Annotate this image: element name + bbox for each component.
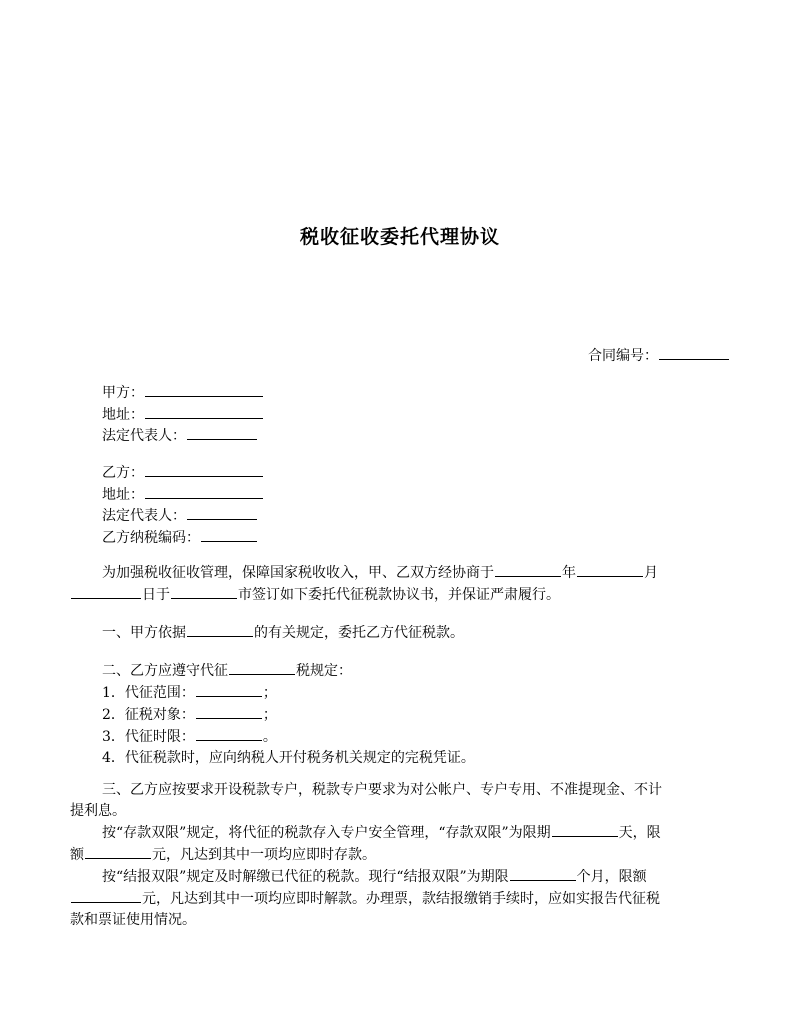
party-b-rep-blank xyxy=(187,505,257,520)
contract-number-label: 合同编号： xyxy=(588,348,658,364)
clause-1 xyxy=(70,622,732,644)
clause-3-deposit-line-1 xyxy=(70,822,732,844)
deposit-days-blank xyxy=(552,822,618,837)
deposit-text-a: 按“存款双限”规定，将代征的税款存入专户安全管理，“存款双限”为限期 xyxy=(102,825,551,841)
clause-2-item-1 xyxy=(70,682,732,704)
clause-1-text-a: 一、甲方依据 xyxy=(102,625,186,641)
date-day-blank xyxy=(71,584,141,599)
intro-paragraph xyxy=(70,562,732,606)
clause-3-line-1: 三、乙方应按要求开设税款专户，税款专户要求为对公帐户、专户专用、不准提现金、不计 xyxy=(102,782,662,798)
item-2-blank xyxy=(196,704,262,719)
clause-2-heading xyxy=(70,660,732,682)
party-b-tax-id-label: 乙方纳税编码： xyxy=(102,529,200,546)
item-3-end: 。 xyxy=(262,729,277,745)
settle-text-a: 按“结报双限”规定及时解缴已代征的税款。现行“结报双限”为期限 xyxy=(102,869,509,885)
month-label: 月 xyxy=(644,565,658,581)
day-label: 日于 xyxy=(142,587,170,603)
deposit-text-d: 元，凡达到其中一项均应即时存款。 xyxy=(152,847,376,863)
clause-1-line xyxy=(70,622,732,644)
clause-3 xyxy=(70,780,732,931)
deposit-amount-blank xyxy=(85,844,151,859)
party-a-address-blank xyxy=(145,404,263,419)
party-b-tax-id-row xyxy=(102,527,264,549)
party-b-rep-row xyxy=(102,505,264,527)
party-b-name-row xyxy=(102,462,264,484)
settle-months-blank xyxy=(510,866,576,881)
intro-rest: 市签订如下委托代征税款协议书，并保证严肃履行。 xyxy=(238,587,560,603)
item-3-label: 3．代征时限： xyxy=(102,729,195,745)
party-b-rep-label: 法定代表人： xyxy=(102,508,186,524)
document-title: 税收征收委托代理协议 xyxy=(299,226,500,248)
contract-number xyxy=(588,345,730,365)
deposit-text-b: 天，限 xyxy=(618,825,661,841)
party-b-tax-id-blank xyxy=(201,527,257,542)
settle-text-b: 个月，限额 xyxy=(576,869,647,885)
clause-3-settle-line-1 xyxy=(70,866,732,888)
item-2-label: 2．征税对象： xyxy=(102,707,195,723)
contract-number-blank xyxy=(659,345,729,360)
deposit-text-c: 额 xyxy=(70,847,84,863)
party-a-name-row xyxy=(102,382,264,404)
party-a-rep-row xyxy=(102,425,264,447)
item-1-blank xyxy=(196,682,262,697)
party-a-address-row xyxy=(102,404,264,426)
clause-1-basis-blank xyxy=(187,622,253,637)
clause-3-settle-line-2 xyxy=(70,888,732,910)
party-a-rep-label: 法定代表人： xyxy=(102,428,186,444)
settle-text-c: 元，凡达到其中一项均应即时解款。办理票，款结报缴销手续时，应如实报告代征税 xyxy=(142,891,660,907)
party-a-address-label: 地址： xyxy=(102,406,144,423)
settle-amount-blank xyxy=(71,888,141,903)
party-b-address-label: 地址： xyxy=(102,486,144,503)
party-b-block xyxy=(102,462,264,548)
clause-2-item-2 xyxy=(70,704,732,726)
item-1-end: ； xyxy=(262,685,277,701)
year-label: 年 xyxy=(562,565,576,581)
clause-2-item-4: 4．代征税款时，应向纳税人开付税务机关规定的完税凭证。 xyxy=(102,750,475,766)
clause-2-item-3 xyxy=(70,726,732,748)
clause-3-deposit-line-2 xyxy=(70,844,732,866)
intro-line-2 xyxy=(70,584,732,606)
party-b-name-label: 乙方： xyxy=(102,465,144,481)
clause-2-text-b: 税规定： xyxy=(296,663,352,679)
clause-2-text-a: 二、乙方应遵守代征 xyxy=(102,663,228,679)
intro-line-1 xyxy=(70,562,732,584)
clause-3-settle-line-3: 款和票证使用情况。 xyxy=(70,912,196,928)
date-year-blank xyxy=(495,562,561,577)
item-3-blank xyxy=(196,726,262,741)
party-b-address-row xyxy=(102,484,264,506)
party-a-name-blank xyxy=(145,382,263,397)
party-a-name-label: 甲方： xyxy=(102,385,144,401)
party-b-address-blank xyxy=(145,484,263,499)
date-month-blank xyxy=(577,562,643,577)
item-1-label: 1．代征范围： xyxy=(102,685,195,701)
intro-text: 为加强税收征收管理，保障国家税收收入，甲、乙双方经协商于 xyxy=(102,565,494,581)
party-a-rep-blank xyxy=(187,425,257,440)
party-b-name-blank xyxy=(145,462,263,477)
clause-2-tax-blank xyxy=(229,660,295,675)
city-blank xyxy=(171,584,237,599)
item-2-end: ； xyxy=(262,707,277,723)
clause-2 xyxy=(70,660,732,769)
party-a-block xyxy=(102,382,264,447)
clause-1-text-b: 的有关规定，委托乙方代征税款。 xyxy=(254,625,464,641)
clause-3-line-2: 提利息。 xyxy=(70,803,126,819)
